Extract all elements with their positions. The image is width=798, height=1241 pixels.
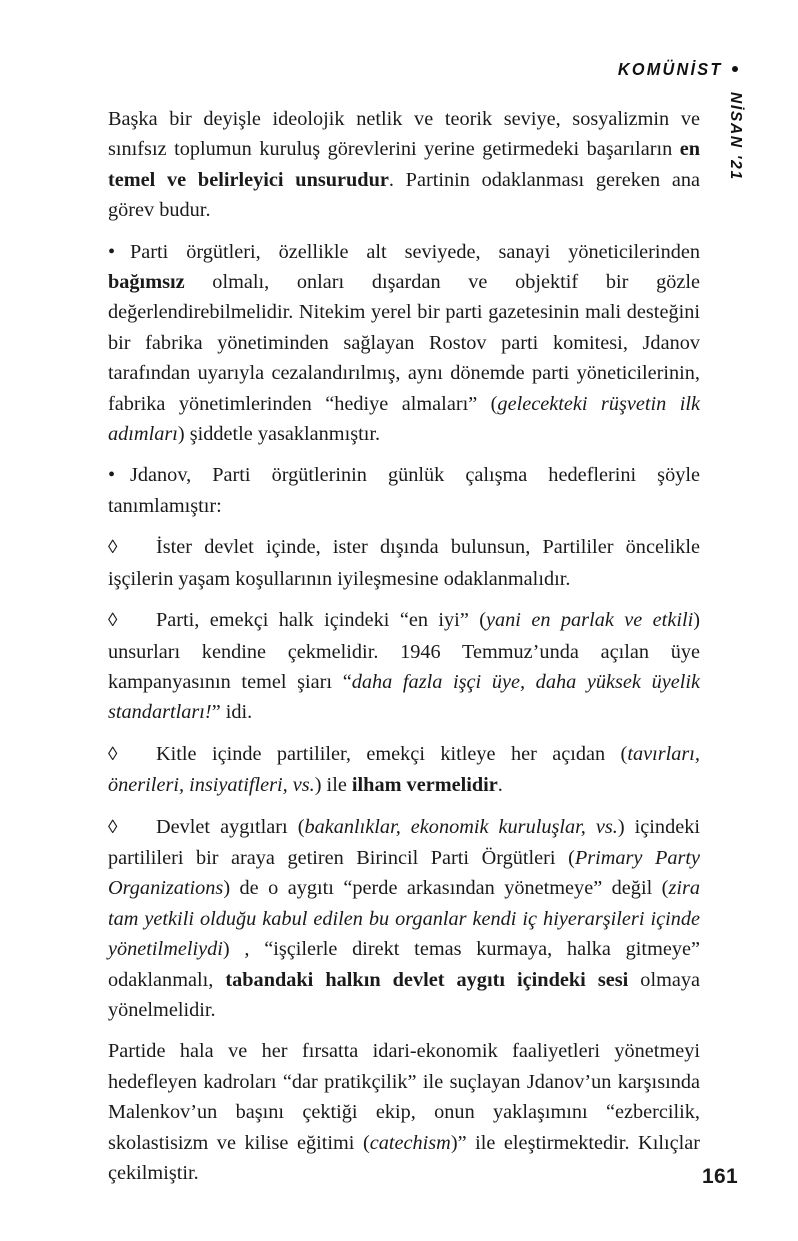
body-text-column — [108, 104, 700, 1188]
text-run: olmaya yönelmelidir. — [108, 968, 700, 1021]
text-run: . — [497, 774, 503, 797]
bullet-dot-icon — [732, 66, 738, 72]
text-run: Devlet aygıtları ( — [156, 815, 305, 838]
text-run: ) unsurları kendine çekmelidir. 1946 Temmuz’unda açılan üye kampanyasının temel şiarı “ — [108, 609, 700, 693]
text-run: Başka bir deyişle ideolojik netlik ve teorik seviye, sosyalizmin ve sınıfsız toplumun kuruluş görevlerini yerine getirmedeki başarıların — [108, 108, 700, 161]
emphasis-italic: Primary Party Organizations — [108, 846, 701, 900]
text-run: ) ile — [314, 774, 352, 797]
page-number: 161 — [702, 1165, 738, 1188]
diamond-bullet-icon: ◊ — [108, 816, 118, 838]
emphasis-italic: gelecekteki rüşvetin ilk adımları — [108, 392, 700, 446]
paragraph-p1 — [108, 104, 700, 226]
round-bullet-icon: • — [108, 464, 116, 487]
paragraph-p4 — [108, 532, 700, 594]
emphasis-bold: ilham vermelidir — [351, 774, 498, 797]
text-run: Parti örgütleri, özellikle alt seviyede, sanayi yöneticilerinden — [130, 240, 700, 263]
text-run: ) de o aygıtı “perde arkasından yönetmeye” değil ( — [223, 877, 669, 900]
text-run: İster devlet içinde, ister dışında bulunsun, Partililer öncelikle işçilerin yaşam koşullarının iyileşmesine odaklanmalıdır. — [108, 536, 700, 590]
text-run: . Partinin odaklanması gereken ana görev budur. — [108, 168, 700, 222]
paragraph-p7 — [108, 812, 700, 1026]
diamond-bullet-icon: ◊ — [108, 610, 118, 632]
emphasis-italic: daha fazla işçi üye, daha yüksek üyelik standartları! — [108, 670, 700, 724]
text-run: Jdanov, Parti örgütlerinin günlük çalışma hedeflerini şöyle tanımlamıştır: — [108, 464, 700, 517]
text-run: ” idi. — [211, 701, 253, 724]
text-run: ) içindeki partilileri bir araya getiren Birincil Parti Örgütleri ( — [108, 815, 700, 869]
emphasis-italic: catechism — [369, 1131, 451, 1154]
diamond-bullet-icon: ◊ — [108, 537, 118, 559]
emphasis-italic: yani en parlak ve etkili — [486, 609, 694, 632]
emphasis-italic: tavırları, önerileri, insiyatifleri, vs. — [108, 742, 700, 797]
paragraph-p8 — [108, 1036, 700, 1188]
text-run: ) şiddetle yasaklanmıştır. — [177, 423, 381, 446]
issue-tag — [724, 92, 746, 202]
text-run: olmalı, onları dışardan ve objektif bir gözle değerlendirebilmelidir. Nitekim yerel bir parti gazetesinin mali desteğini bir fabrika yönetiminden sağlayan Rostov parti komitesi, Jdanov tarafından uyarıyla cezalandırılmış, aynı dönemde parti yöneticilerinin, fabrika yönetimlerinden “hediye almaları” ( — [108, 271, 700, 415]
paragraph-p2 — [108, 237, 700, 450]
text-run: )” ile eleştirmektedir. Kılıçlar çekilmiştir. — [108, 1131, 700, 1184]
emphasis-italic: zira tam yetkili olduğu kabul edilen bu organlar kendi iç hiyerarşileri içinde yönetilmeliydi — [108, 877, 700, 961]
round-bullet-icon: • — [108, 240, 116, 263]
emphasis-italic: bakanlıklar, ekonomik kuruluşlar, vs. — [304, 815, 618, 838]
text-run: Partide hala ve her fırsatta idari-ekonomik faaliyetleri yönetmeyi hedefleyen kadroları “dar pratikçilik” ile suçlayan Jdanov’un karşısında Malenkov’un başını çektiği ekip, onun yaklaşımını “ezbercilik, skolastisizm ve kilise eğitimi ( — [108, 1040, 700, 1154]
text-run: ) , “işçilerle direkt temas kurmaya, halka gitmeye” odaklanmalı, — [108, 938, 700, 991]
issue-date-label: NİSAN '21 — [727, 92, 744, 181]
emphasis-bold: bağımsız — [108, 271, 185, 294]
text-run: Parti, emekçi halk içindeki “en iyi” ( — [156, 609, 486, 632]
emphasis-bold: en temel ve belirleyici unsurudur — [108, 138, 700, 191]
emphasis-bold: tabandaki halkın devlet aygıtı içindeki sesi — [225, 968, 629, 991]
paragraph-p3 — [108, 460, 700, 521]
text-run: Kitle içinde partililer, emekçi kitleye her açıdan ( — [156, 742, 628, 765]
paragraph-p6 — [108, 739, 700, 801]
publication-title: KOMÜNİST — [618, 58, 723, 79]
paragraph-p5 — [108, 605, 700, 728]
diamond-bullet-icon: ◊ — [108, 743, 118, 765]
running-head — [610, 58, 738, 80]
